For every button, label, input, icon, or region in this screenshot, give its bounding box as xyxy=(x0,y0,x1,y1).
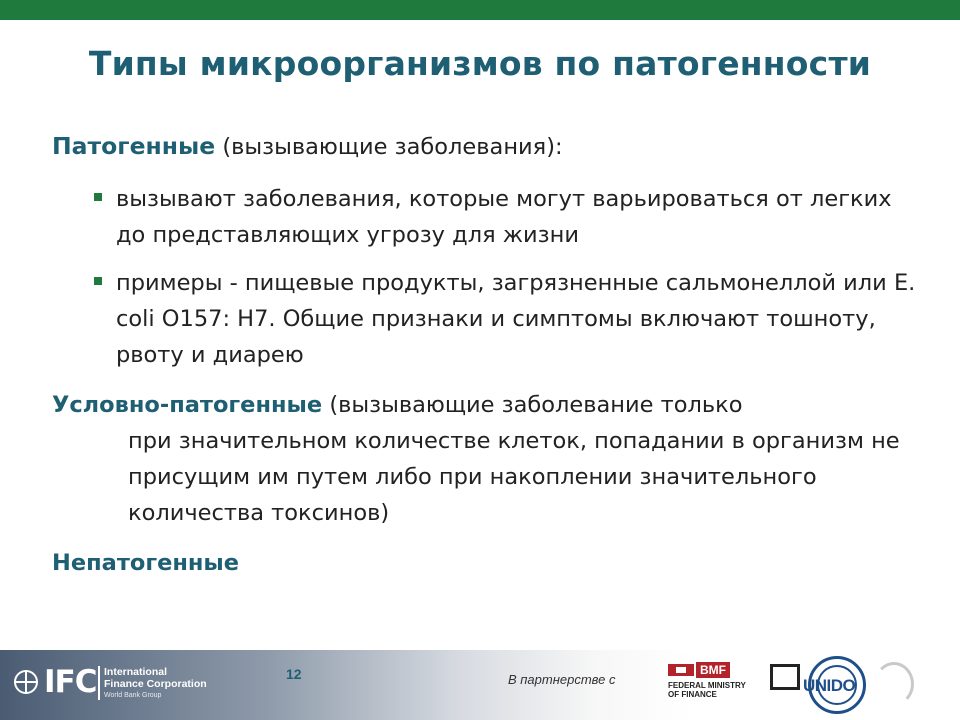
bullet-text: примеры - пищевые продукты, загрязненные сальмонеллой или E. coli O157: H7. Общие признаки и симптомы включают тошноту, рвоту и диарею xyxy=(116,270,916,368)
unido-logo-word: UNIDO xyxy=(803,676,856,695)
bmf-logo-name: BMF xyxy=(696,662,730,678)
ifc-logo-letters: IFC xyxy=(44,664,97,700)
slide-title: Типы микроорганизмов по патогенности xyxy=(88,44,872,83)
pathogenic-bullet-list xyxy=(94,181,922,373)
frame-icon xyxy=(770,664,800,690)
top-accent-bar xyxy=(0,0,960,20)
globe-icon xyxy=(14,670,38,694)
square-bullet-icon xyxy=(94,277,102,285)
pathogenic-heading xyxy=(52,128,922,165)
list-item xyxy=(94,265,922,373)
page-number: 12 xyxy=(286,666,302,682)
logo-divider xyxy=(98,666,100,700)
bmf-sub-line-2: OF FINANCE xyxy=(668,690,717,699)
partner-caption: В партнерстве с xyxy=(508,672,616,687)
bmf-logo-subtitle xyxy=(668,681,746,699)
arc-icon xyxy=(874,662,914,706)
bmf-logo xyxy=(668,662,774,706)
nonpathogenic-section xyxy=(52,545,922,581)
slide-body xyxy=(52,128,922,581)
ifc-logo-name xyxy=(104,666,207,702)
unido-logo xyxy=(770,652,920,716)
pathogenic-note: (вызывающие заболевания): xyxy=(222,134,563,160)
conditional-note-first: (вызывающие заболевание только xyxy=(329,392,743,418)
conditional-note-rest: при значительном количестве клеток, попадании в организм не присущим им путем либо при накоплении значительного количества токсинов) xyxy=(128,428,900,526)
eagle-flag-icon xyxy=(668,664,694,676)
conditional-term: Условно-патогенные xyxy=(52,392,323,418)
pathogenic-term: Патогенные xyxy=(52,132,216,160)
bullet-text: вызывают заболевания, которые могут варьироваться от легких до представляющих угрозу для жизни xyxy=(116,186,892,248)
ifc-logo xyxy=(8,660,218,706)
ifc-name-line-1: International xyxy=(104,666,168,678)
ifc-name-line-3: World Bank Group xyxy=(104,692,162,699)
nonpathogenic-term: Непатогенные xyxy=(52,550,240,576)
list-item xyxy=(94,181,922,253)
slide-footer xyxy=(0,632,960,720)
square-bullet-icon xyxy=(94,193,102,201)
conditional-section xyxy=(52,387,922,531)
bmf-sub-line-1: FEDERAL MINISTRY xyxy=(668,681,746,690)
ifc-name-line-2: Finance Corporation xyxy=(104,678,207,690)
